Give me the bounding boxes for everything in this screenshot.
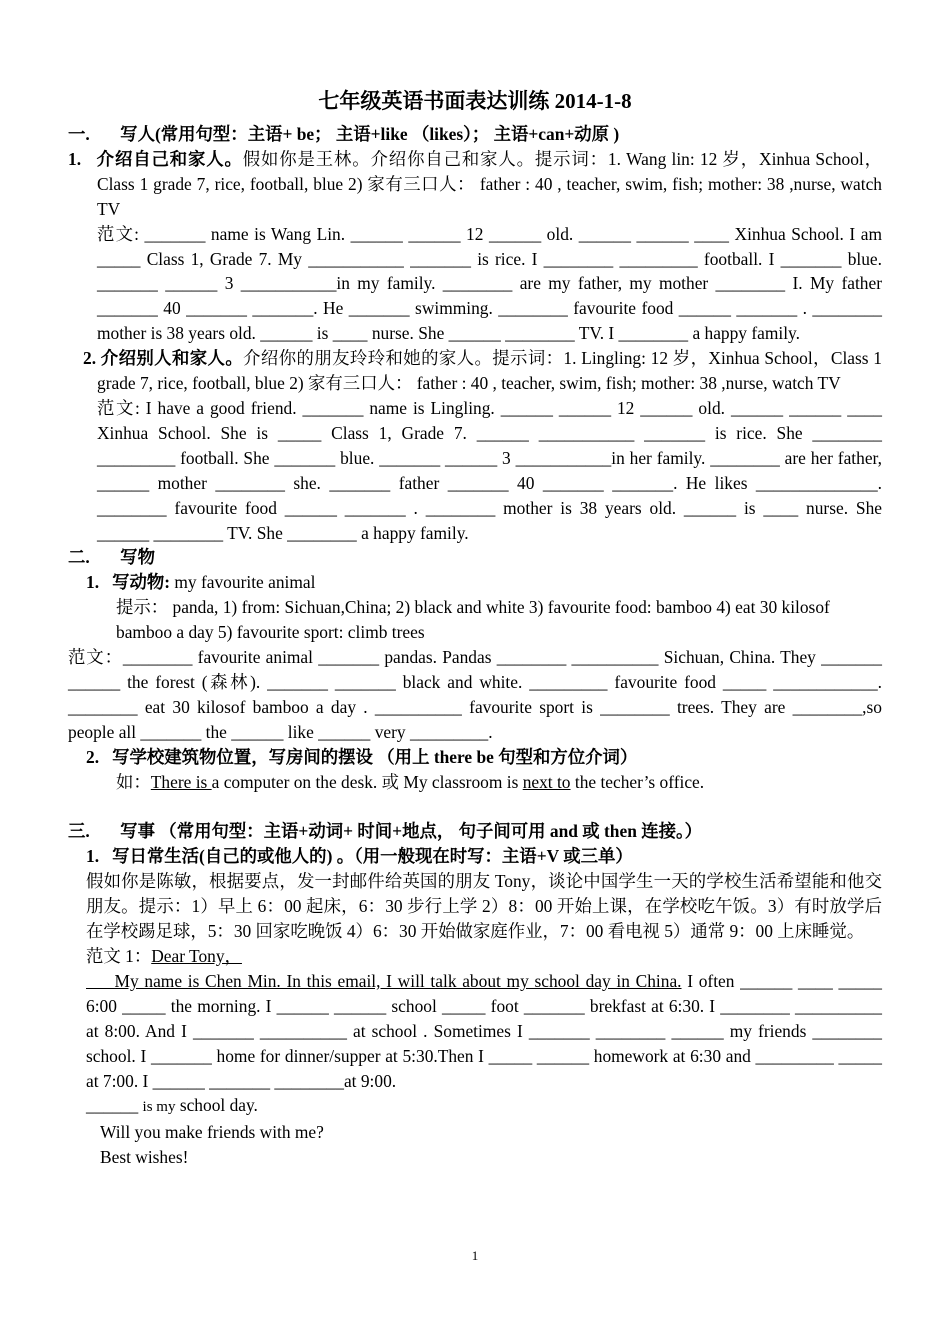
section1-item1-label: 1. 介绍自己和家人。 xyxy=(68,148,243,169)
section1-item1-model: 范文: _______ name is Wang Lin. ______ ______ 12 ______ old. ______ ______ ____ Xinhua School. I am _____ Class 1, Grade 7. My ___________ _______ is rice. I ________ _________ football. I _______ blue. _______ ______ 3 ___________in my family. ________ are my father, my mother ________ I. My father _______ 40 _______ _______. He _______ swimming. ________ favourite food ______ _______ . ________ mother is 38 years old. ______ is ____ nurse. She ______ ________ TV. I ________ a happy family. xyxy=(97,223,882,344)
email-intro-underlined: My name is Chen Min. In this email, I will talk about my school day in China. xyxy=(86,970,682,991)
section1-item2 xyxy=(68,346,882,396)
section1-item2-model: 范文: I have a good friend. _______ name is Lingling. ______ ______ 12 ______ old. ______ ______ ____ Xinhua School. She is _____ Class 1, Grade 7. ______ ___________ _______ is rice. She ________ _________ football. She _______ blue. _______ ______ 3 ___________in her family. ________ are her father, ______ mother ________ she. _______ father _______ 40 _______ _______. He likes ______________. ________ favourite food ______ _______ . ________ mother is 38 years old. ______ is ____ nurse. She ______ ________ TV. She ________ a happy family. xyxy=(97,397,882,543)
last-blank: ______ xyxy=(86,1095,143,1116)
email-body xyxy=(68,969,882,1094)
section3-item1-label: 1. 写日常生活(自己的或他人的) 。（用一般现在时写：主语+V 或三单） xyxy=(86,846,633,867)
section3-prompt: 假如你是陈敏，根据要点，发一封邮件给英国的朋友 Tony，谈论中国学生一天的学校生活希望能和他交朋友。提示：1）早上 6：00 起床，6：30 步行上学 2）8：00 开始上课，在学校吃午饭。3）有时放学后在学校踢足球，5：30 回家吃晚饭 4）6：30 开始做家庭作业，7：00 看电视 5）通常 9：00 上床睡觉。 xyxy=(86,871,882,942)
section1-heading: 一. 写人(常用句型：主语+ be； 主语+like （likes）； 主语+can+动原 ) xyxy=(68,124,620,144)
last-rest: school day. xyxy=(175,1095,258,1116)
last-small-text: is my xyxy=(142,1099,176,1116)
email-body-rest: I often ______ ____ _____ 6:00 _____ the morning. I ______ ______ school _____ foot _______ brekfast at 6:30. I ________ __________ at 8:00. And I _______ __________ at school . Sometimes I _______ ________ ______ my friends ________ school. I _______ home for dinner/supper at 5:30.Then I _____ ______ homework at 6:30 and _________ _____ at 7:00. I ______ _______ ________at 9:00. xyxy=(86,970,882,1091)
email-last-line xyxy=(68,1093,882,1120)
example-prefix: 如： xyxy=(116,771,151,792)
model-prefix: 范文 1： xyxy=(86,946,152,966)
email-closing-question: Will you make friends with me? xyxy=(100,1122,324,1143)
section2-item1-label: 1. 写动物: xyxy=(86,572,171,593)
section1-item1 xyxy=(68,147,882,222)
example-middle: a computer on the desk. 或 My classroom is xyxy=(211,771,523,792)
section1-item2-prompt: 介绍你的朋友玲玲和她的家人。提示词：1. Lingling: 12 岁，Xinhua School，Class 1 grade 7, rice, football, blue 2) 家有三口人： father : 40 , teacher, swim, fish; mother: 38 ,nurse, watch TV xyxy=(97,348,882,394)
section2-item1-topic: my favourite animal xyxy=(170,572,316,593)
document-title: 七年级英语书面表达训练 2014-1-8 xyxy=(318,89,632,113)
section2-item1 xyxy=(68,570,882,595)
section2-item2-label: 2. 写学校建筑物位置，写房间的摆设 （用上 there be 句型和方位介词） xyxy=(86,746,638,767)
section3-model-header xyxy=(68,944,882,969)
section3-heading: 三. 写事 （常用句型：主语+动词+ 时间+地点， 句子间可用 and 或 then 连接。） xyxy=(68,821,703,842)
example-underline-2: next to xyxy=(522,771,571,792)
blank-spacer xyxy=(68,794,882,819)
email-signoff: Best wishes! xyxy=(100,1147,189,1168)
section2-item1-hint: 提示： panda, 1) from: Sichuan,China; 2) black and white 3) favourite food: bamboo 4) eat 30 kilosof bamboo a day 5) favourite sport: climb trees xyxy=(116,597,830,643)
page-number: 1 xyxy=(471,1248,479,1263)
section2-item1-model: 范文：________ favourite animal _______ pandas. Pandas ________ __________ Sichuan, China. They _______ ______ the forest (森林). _______ _______ black and white. _________ favourite food _____ ____________. ________ eat 30 kilosof bamboo a day . __________ favourite sport is ________ trees. They are ________,so people all _______ the ______ like ______ very _________. xyxy=(68,647,882,742)
email-greeting: Dear Tony， xyxy=(151,946,242,966)
section2-heading: 二. 写物 xyxy=(68,547,155,568)
section1-item1-prompt: 假如你是王林。介绍你自己和家人。提示词：1. Wang lin: 12 岁，Xinhua School，Class 1 grade 7, rice, football, blue 2) 家有三口人： father : 40 , teacher, swim, fish; mother: 38 ,nurse, watch TV xyxy=(97,148,882,219)
example-underline-1: There is xyxy=(150,771,212,792)
section2-example xyxy=(68,770,882,795)
example-suffix: the techer’s office. xyxy=(570,771,705,792)
section1-item2-label: 2. 介绍别人和家人。 xyxy=(83,348,244,369)
